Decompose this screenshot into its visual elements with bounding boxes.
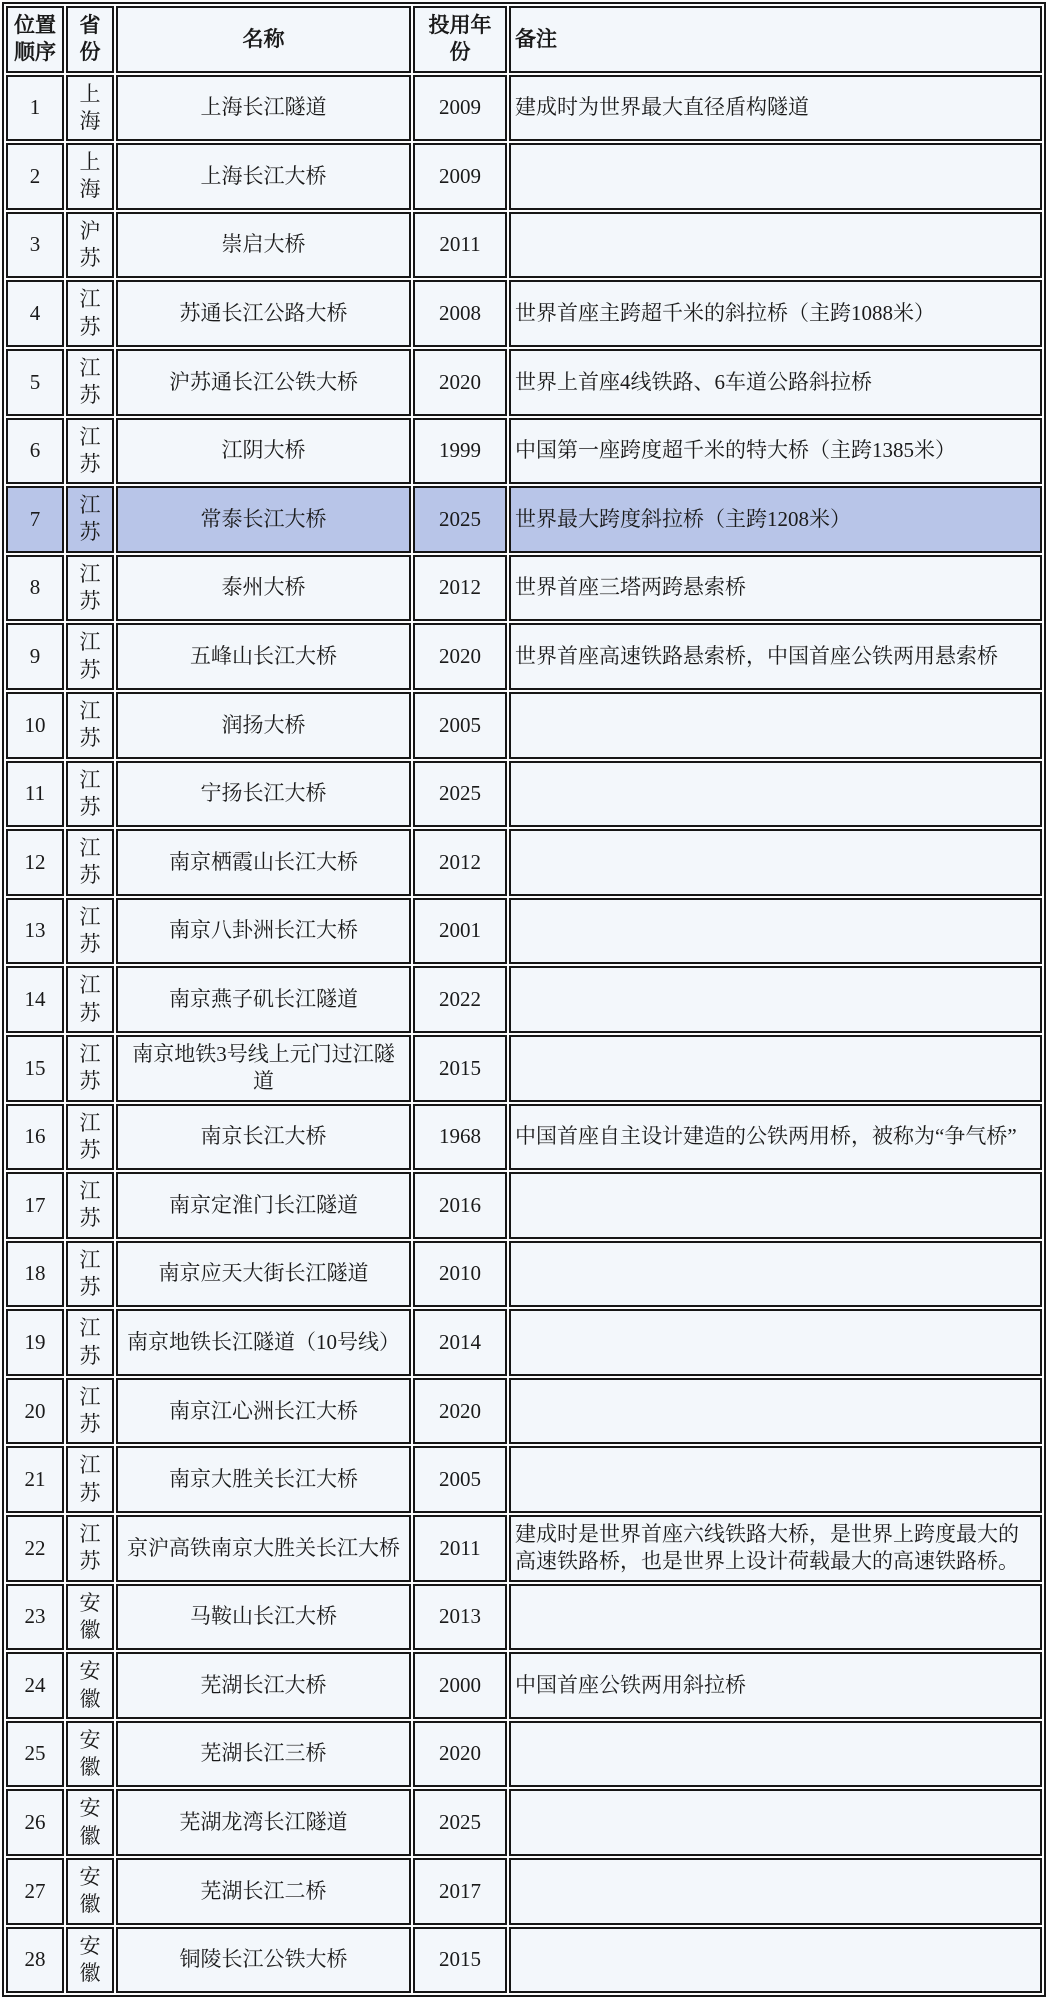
cell-remark xyxy=(509,1927,1042,1994)
cell-order: 18 xyxy=(6,1241,64,1308)
table-row xyxy=(6,418,1042,485)
cell-remark xyxy=(509,1172,1042,1239)
cell-year: 2015 xyxy=(413,1035,507,1102)
table-row xyxy=(6,555,1042,622)
cell-remark: 中国首座公铁两用斜拉桥 xyxy=(509,1652,1042,1719)
cell-name: 南京栖霞山长江大桥 xyxy=(116,829,411,896)
cell-name: 芜湖长江二桥 xyxy=(116,1858,411,1925)
cell-remark xyxy=(509,761,1042,828)
table-row xyxy=(6,1789,1042,1856)
cell-year: 2025 xyxy=(413,486,507,553)
cell-order: 16 xyxy=(6,1104,64,1171)
cell-name: 苏通长江公路大桥 xyxy=(116,280,411,347)
cell-province: 江苏 xyxy=(66,761,114,828)
table-row xyxy=(6,280,1042,347)
cell-province: 江苏 xyxy=(66,418,114,485)
cell-year: 2017 xyxy=(413,1858,507,1925)
cell-remark: 世界上首座4线铁路、6车道公路斜拉桥 xyxy=(509,349,1042,416)
cell-year: 2011 xyxy=(413,212,507,279)
cell-remark xyxy=(509,966,1042,1033)
table-row xyxy=(6,1104,1042,1171)
cell-order: 11 xyxy=(6,761,64,828)
cell-remark: 中国首座自主设计建造的公铁两用桥，被称为“争气桥” xyxy=(509,1104,1042,1171)
cell-remark xyxy=(509,692,1042,759)
cell-province: 江苏 xyxy=(66,623,114,690)
cell-order: 7 xyxy=(6,486,64,553)
table-row xyxy=(6,692,1042,759)
cell-year: 2013 xyxy=(413,1584,507,1651)
cell-province: 江苏 xyxy=(66,486,114,553)
cell-remark xyxy=(509,1309,1042,1376)
cell-remark xyxy=(509,1584,1042,1651)
cell-remark xyxy=(509,1446,1042,1513)
cell-year: 2015 xyxy=(413,1927,507,1994)
cell-year: 2025 xyxy=(413,1789,507,1856)
table-row xyxy=(6,212,1042,279)
table-row xyxy=(6,898,1042,965)
cell-name: 五峰山长江大桥 xyxy=(116,623,411,690)
table-row xyxy=(6,966,1042,1033)
cell-order: 22 xyxy=(6,1515,64,1582)
cell-name: 上海长江大桥 xyxy=(116,143,411,210)
cell-order: 3 xyxy=(6,212,64,279)
cell-order: 25 xyxy=(6,1721,64,1788)
cell-name: 芜湖长江三桥 xyxy=(116,1721,411,1788)
table-row xyxy=(6,1378,1042,1445)
cell-name: 上海长江隧道 xyxy=(116,75,411,142)
cell-year: 2001 xyxy=(413,898,507,965)
table-row xyxy=(6,1035,1042,1102)
cell-province: 江苏 xyxy=(66,829,114,896)
cell-province: 安徽 xyxy=(66,1652,114,1719)
table-row xyxy=(6,1721,1042,1788)
cell-remark: 建成时为世界最大直径盾构隧道 xyxy=(509,75,1042,142)
cell-remark: 世界首座主跨超千米的斜拉桥（主跨1088米） xyxy=(509,280,1042,347)
cell-name: 南京定淮门长江隧道 xyxy=(116,1172,411,1239)
cell-name: 南京地铁长江隧道（10号线） xyxy=(116,1309,411,1376)
cell-year: 2014 xyxy=(413,1309,507,1376)
cell-remark xyxy=(509,1721,1042,1788)
cell-remark: 世界最大跨度斜拉桥（主跨1208米） xyxy=(509,486,1042,553)
cell-order: 20 xyxy=(6,1378,64,1445)
cell-year: 2016 xyxy=(413,1172,507,1239)
cell-name: 马鞍山长江大桥 xyxy=(116,1584,411,1651)
cell-remark xyxy=(509,1858,1042,1925)
cell-name: 南京江心洲长江大桥 xyxy=(116,1378,411,1445)
cell-order: 5 xyxy=(6,349,64,416)
header-row xyxy=(6,6,1042,73)
cell-name: 芜湖龙湾长江隧道 xyxy=(116,1789,411,1856)
bridges-table xyxy=(2,2,1046,1997)
column-header-remark: 备注 xyxy=(509,6,1042,73)
cell-name: 常泰长江大桥 xyxy=(116,486,411,553)
table-row xyxy=(6,349,1042,416)
cell-year: 1968 xyxy=(413,1104,507,1171)
column-header-year: 投用年份 xyxy=(413,6,507,73)
table-row xyxy=(6,1446,1042,1513)
cell-order: 15 xyxy=(6,1035,64,1102)
cell-province: 江苏 xyxy=(66,280,114,347)
cell-year: 2025 xyxy=(413,761,507,828)
cell-province: 江苏 xyxy=(66,898,114,965)
cell-year: 2009 xyxy=(413,75,507,142)
table-body xyxy=(6,75,1042,1994)
cell-order: 26 xyxy=(6,1789,64,1856)
cell-year: 2020 xyxy=(413,349,507,416)
cell-province: 安徽 xyxy=(66,1927,114,1994)
cell-order: 21 xyxy=(6,1446,64,1513)
cell-order: 23 xyxy=(6,1584,64,1651)
cell-province: 江苏 xyxy=(66,555,114,622)
cell-year: 2020 xyxy=(413,1378,507,1445)
cell-province: 江苏 xyxy=(66,1104,114,1171)
cell-year: 2011 xyxy=(413,1515,507,1582)
cell-province: 安徽 xyxy=(66,1721,114,1788)
column-header-order: 位置顺序 xyxy=(6,6,64,73)
cell-order: 27 xyxy=(6,1858,64,1925)
table-row xyxy=(6,623,1042,690)
cell-name: 南京大胜关长江大桥 xyxy=(116,1446,411,1513)
table-row xyxy=(6,1309,1042,1376)
cell-province: 上海 xyxy=(66,143,114,210)
cell-order: 14 xyxy=(6,966,64,1033)
cell-province: 江苏 xyxy=(66,1035,114,1102)
table-row xyxy=(6,1652,1042,1719)
cell-remark: 世界首座高速铁路悬索桥，中国首座公铁两用悬索桥 xyxy=(509,623,1042,690)
cell-province: 江苏 xyxy=(66,1378,114,1445)
cell-order: 24 xyxy=(6,1652,64,1719)
cell-remark xyxy=(509,1789,1042,1856)
cell-remark xyxy=(509,1241,1042,1308)
cell-name: 南京燕子矶长江隧道 xyxy=(116,966,411,1033)
cell-order: 1 xyxy=(6,75,64,142)
cell-order: 10 xyxy=(6,692,64,759)
cell-remark xyxy=(509,212,1042,279)
cell-remark xyxy=(509,829,1042,896)
cell-province: 安徽 xyxy=(66,1584,114,1651)
cell-year: 2005 xyxy=(413,1446,507,1513)
cell-name: 南京应天大街长江隧道 xyxy=(116,1241,411,1308)
cell-remark: 世界首座三塔两跨悬索桥 xyxy=(509,555,1042,622)
cell-year: 2000 xyxy=(413,1652,507,1719)
cell-order: 12 xyxy=(6,829,64,896)
table-row xyxy=(6,1172,1042,1239)
cell-name: 崇启大桥 xyxy=(116,212,411,279)
cell-order: 17 xyxy=(6,1172,64,1239)
cell-order: 8 xyxy=(6,555,64,622)
table-row xyxy=(6,1584,1042,1651)
table-row xyxy=(6,143,1042,210)
column-header-name: 名称 xyxy=(116,6,411,73)
cell-name: 芜湖长江大桥 xyxy=(116,1652,411,1719)
cell-province: 江苏 xyxy=(66,1515,114,1582)
cell-order: 19 xyxy=(6,1309,64,1376)
cell-province: 上海 xyxy=(66,75,114,142)
cell-province: 沪苏 xyxy=(66,212,114,279)
cell-remark: 中国第一座跨度超千米的特大桥（主跨1385米） xyxy=(509,418,1042,485)
cell-order: 13 xyxy=(6,898,64,965)
cell-remark xyxy=(509,898,1042,965)
cell-province: 江苏 xyxy=(66,1241,114,1308)
cell-order: 9 xyxy=(6,623,64,690)
cell-remark xyxy=(509,1378,1042,1445)
cell-year: 2010 xyxy=(413,1241,507,1308)
cell-year: 1999 xyxy=(413,418,507,485)
cell-province: 安徽 xyxy=(66,1858,114,1925)
cell-year: 2012 xyxy=(413,555,507,622)
cell-name: 江阴大桥 xyxy=(116,418,411,485)
table-row xyxy=(6,1858,1042,1925)
cell-province: 江苏 xyxy=(66,1309,114,1376)
cell-name: 京沪高铁南京大胜关长江大桥 xyxy=(116,1515,411,1582)
cell-name: 南京长江大桥 xyxy=(116,1104,411,1171)
cell-year: 2022 xyxy=(413,966,507,1033)
cell-name: 沪苏通长江公铁大桥 xyxy=(116,349,411,416)
cell-name: 铜陵长江公铁大桥 xyxy=(116,1927,411,1994)
cell-name: 南京八卦洲长江大桥 xyxy=(116,898,411,965)
cell-order: 4 xyxy=(6,280,64,347)
cell-order: 2 xyxy=(6,143,64,210)
cell-year: 2012 xyxy=(413,829,507,896)
cell-province: 江苏 xyxy=(66,966,114,1033)
cell-name: 宁扬长江大桥 xyxy=(116,761,411,828)
cell-name: 泰州大桥 xyxy=(116,555,411,622)
table-row xyxy=(6,75,1042,142)
cell-province: 安徽 xyxy=(66,1789,114,1856)
cell-name: 南京地铁3号线上元门过江隧道 xyxy=(116,1035,411,1102)
cell-name: 润扬大桥 xyxy=(116,692,411,759)
table-row xyxy=(6,1927,1042,1994)
cell-province: 江苏 xyxy=(66,349,114,416)
cell-year: 2005 xyxy=(413,692,507,759)
table-row xyxy=(6,486,1042,553)
cell-year: 2020 xyxy=(413,623,507,690)
cell-year: 2020 xyxy=(413,1721,507,1788)
table-row xyxy=(6,1515,1042,1582)
cell-province: 江苏 xyxy=(66,692,114,759)
cell-province: 江苏 xyxy=(66,1446,114,1513)
table-row xyxy=(6,761,1042,828)
cell-remark xyxy=(509,1035,1042,1102)
cell-remark: 建成时是世界首座六线铁路大桥，是世界上跨度最大的高速铁路桥，也是世界上设计荷载最大的高速铁路桥。 xyxy=(509,1515,1042,1582)
cell-remark xyxy=(509,143,1042,210)
table-row xyxy=(6,829,1042,896)
table-header xyxy=(6,6,1042,73)
cell-order: 6 xyxy=(6,418,64,485)
table-row xyxy=(6,1241,1042,1308)
cell-order: 28 xyxy=(6,1927,64,1994)
column-header-province: 省份 xyxy=(66,6,114,73)
cell-province: 江苏 xyxy=(66,1172,114,1239)
cell-year: 2008 xyxy=(413,280,507,347)
cell-year: 2009 xyxy=(413,143,507,210)
